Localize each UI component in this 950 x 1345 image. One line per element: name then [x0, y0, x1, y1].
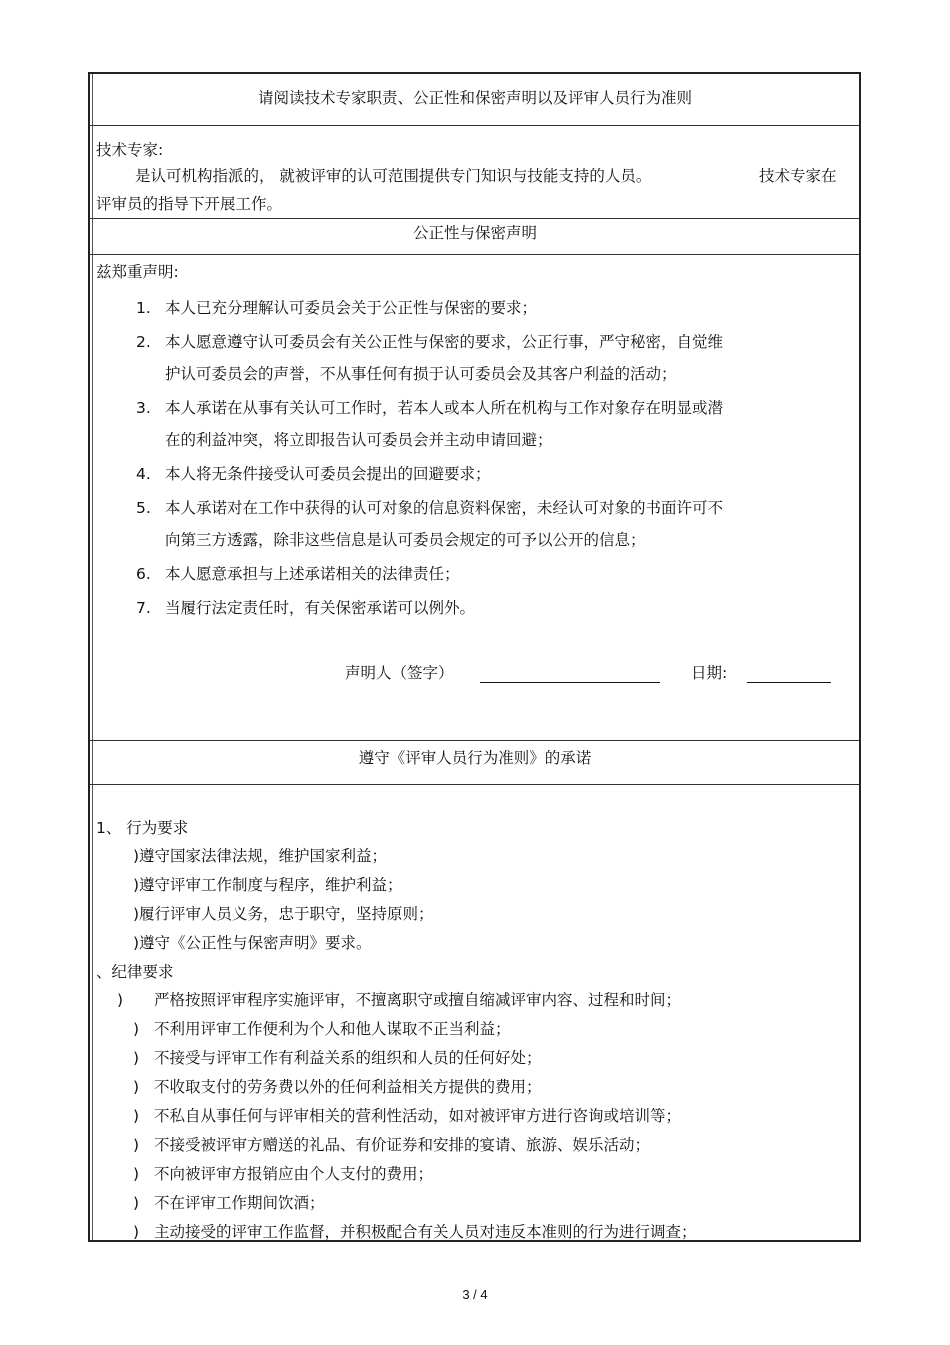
declaration-item-number: 5.	[136, 499, 151, 517]
discipline-requirement-item: 不利用评审工作便利为个人和他人谋取不正当利益；	[154, 1020, 511, 1038]
declaration-item-text: 本人承诺在从事有关认可工作时，若本人或本人所在机构与工作对象存在明显或潜	[165, 399, 724, 417]
declaration-item-text: 向第三方透露，除非这些信息是认可委员会规定的可予以公开的信息；	[165, 531, 646, 549]
signature-label: 声明人（签字）	[345, 664, 454, 682]
discipline-requirement-item: 不接受与评审工作有利益关系的组织和人员的任何好处；	[154, 1049, 542, 1067]
impartiality-intro: 兹郑重声明:	[96, 263, 179, 281]
divider	[90, 784, 859, 785]
section2-title: 、纪律要求	[96, 963, 174, 981]
declaration-item-number: 6.	[136, 565, 151, 583]
expert-description: 评审员的指导下开展工作。	[96, 195, 283, 213]
declaration-item-text: 本人承诺对在工作中获得的认可对象的信息资料保密，未经认可对象的书面许可不	[165, 499, 724, 517]
date-label: 日期:	[691, 664, 728, 682]
impartiality-title: 公正性与保密声明	[412, 224, 537, 242]
discipline-requirement-item: 不在评审工作期间饮酒；	[154, 1194, 325, 1212]
declaration-item-text: 本人将无条件接受认可委员会提出的回避要求；	[165, 465, 491, 483]
conduct-requirement-item: )遵守《公正性与保密声明》要求。	[133, 934, 372, 952]
declaration-item-number: 7.	[136, 599, 151, 617]
list-marker: )	[133, 1107, 140, 1125]
list-marker: )	[133, 1194, 140, 1212]
discipline-requirement-item: 不接受被评审方赠送的礼品、有价证券和安排的宴请、旅游、娱乐活动；	[154, 1136, 651, 1154]
discipline-requirement-item: 不私自从事任何与评审相关的营利性活动，如对被评审方进行咨询或培训等；	[154, 1107, 682, 1125]
conduct-requirement-item: )履行评审人员义务，忠于职守，坚持原则；	[133, 905, 434, 923]
declaration-item-text: 护认可委员会的声誉，不从事任何有损于认可委员会及其客户利益的活动；	[165, 365, 677, 383]
list-marker: )	[133, 1078, 140, 1096]
list-marker: )	[133, 1136, 140, 1154]
divider	[90, 254, 859, 255]
discipline-requirement-item: 严格按照评审程序实施评审，不擅离职守或擅自缩减评审内容、过程和时间；	[154, 991, 682, 1009]
date-field[interactable]	[747, 682, 831, 683]
declaration-item-number: 4.	[136, 465, 151, 483]
signature-field[interactable]	[480, 682, 660, 683]
list-marker: )	[133, 1049, 140, 1067]
discipline-requirement-item: 主动接受的评审工作监督，并积极配合有关人员对违反本准则的行为进行调查；	[154, 1223, 697, 1241]
page-number: 3 / 4	[462, 1287, 488, 1302]
declaration-item-number: 1.	[136, 299, 151, 317]
declaration-item-number: 3.	[136, 399, 151, 417]
expert-description: 是认可机构指派的， 就被评审的认可范围提供专门知识与技能支持的人员。	[135, 167, 652, 185]
declaration-item-text: 在的利益冲突，将立即报告认可委员会并主动申请回避；	[165, 431, 553, 449]
list-marker: )	[133, 1223, 140, 1241]
discipline-requirement-item: 不向被评审方报销应由个人支付的费用；	[154, 1165, 434, 1183]
divider	[90, 125, 859, 126]
page-title: 请阅读技术专家职责、公正性和保密声明以及评审人员行为准则	[257, 89, 692, 107]
declaration-item-number: 2.	[136, 333, 151, 351]
conduct-requirement-item: )遵守国家法律法规，维护国家利益；	[133, 847, 388, 865]
discipline-requirement-item: 不收取支付的劳务费以外的任何利益相关方提供的费用；	[154, 1078, 542, 1096]
list-marker: )	[133, 1020, 140, 1038]
divider	[90, 740, 859, 741]
conduct-requirement-item: )遵守评审工作制度与程序，维护利益；	[133, 876, 403, 894]
expert-description-tail: 技术专家在	[759, 167, 837, 185]
declaration-item-text: 本人已充分理解认可委员会关于公正性与保密的要求；	[165, 299, 538, 317]
expert-label: 技术专家:	[96, 141, 164, 159]
declaration-item-text: 本人愿意遵守认可委员会有关公正性与保密的要求，公正行事，严守秘密，自觉维	[165, 333, 724, 351]
section1-title: 1、 行为要求	[96, 819, 189, 837]
divider	[90, 218, 859, 219]
declaration-item-text: 本人愿意承担与上述承诺相关的法律责任；	[165, 565, 460, 583]
declaration-item-text: 当履行法定责任时，有关保密承诺可以例外。	[165, 599, 476, 617]
inner-border	[92, 74, 93, 1240]
conduct-title: 遵守《评审人员行为准则》的承诺	[358, 749, 592, 767]
list-marker: )	[133, 1165, 140, 1183]
list-marker: )	[117, 991, 124, 1009]
